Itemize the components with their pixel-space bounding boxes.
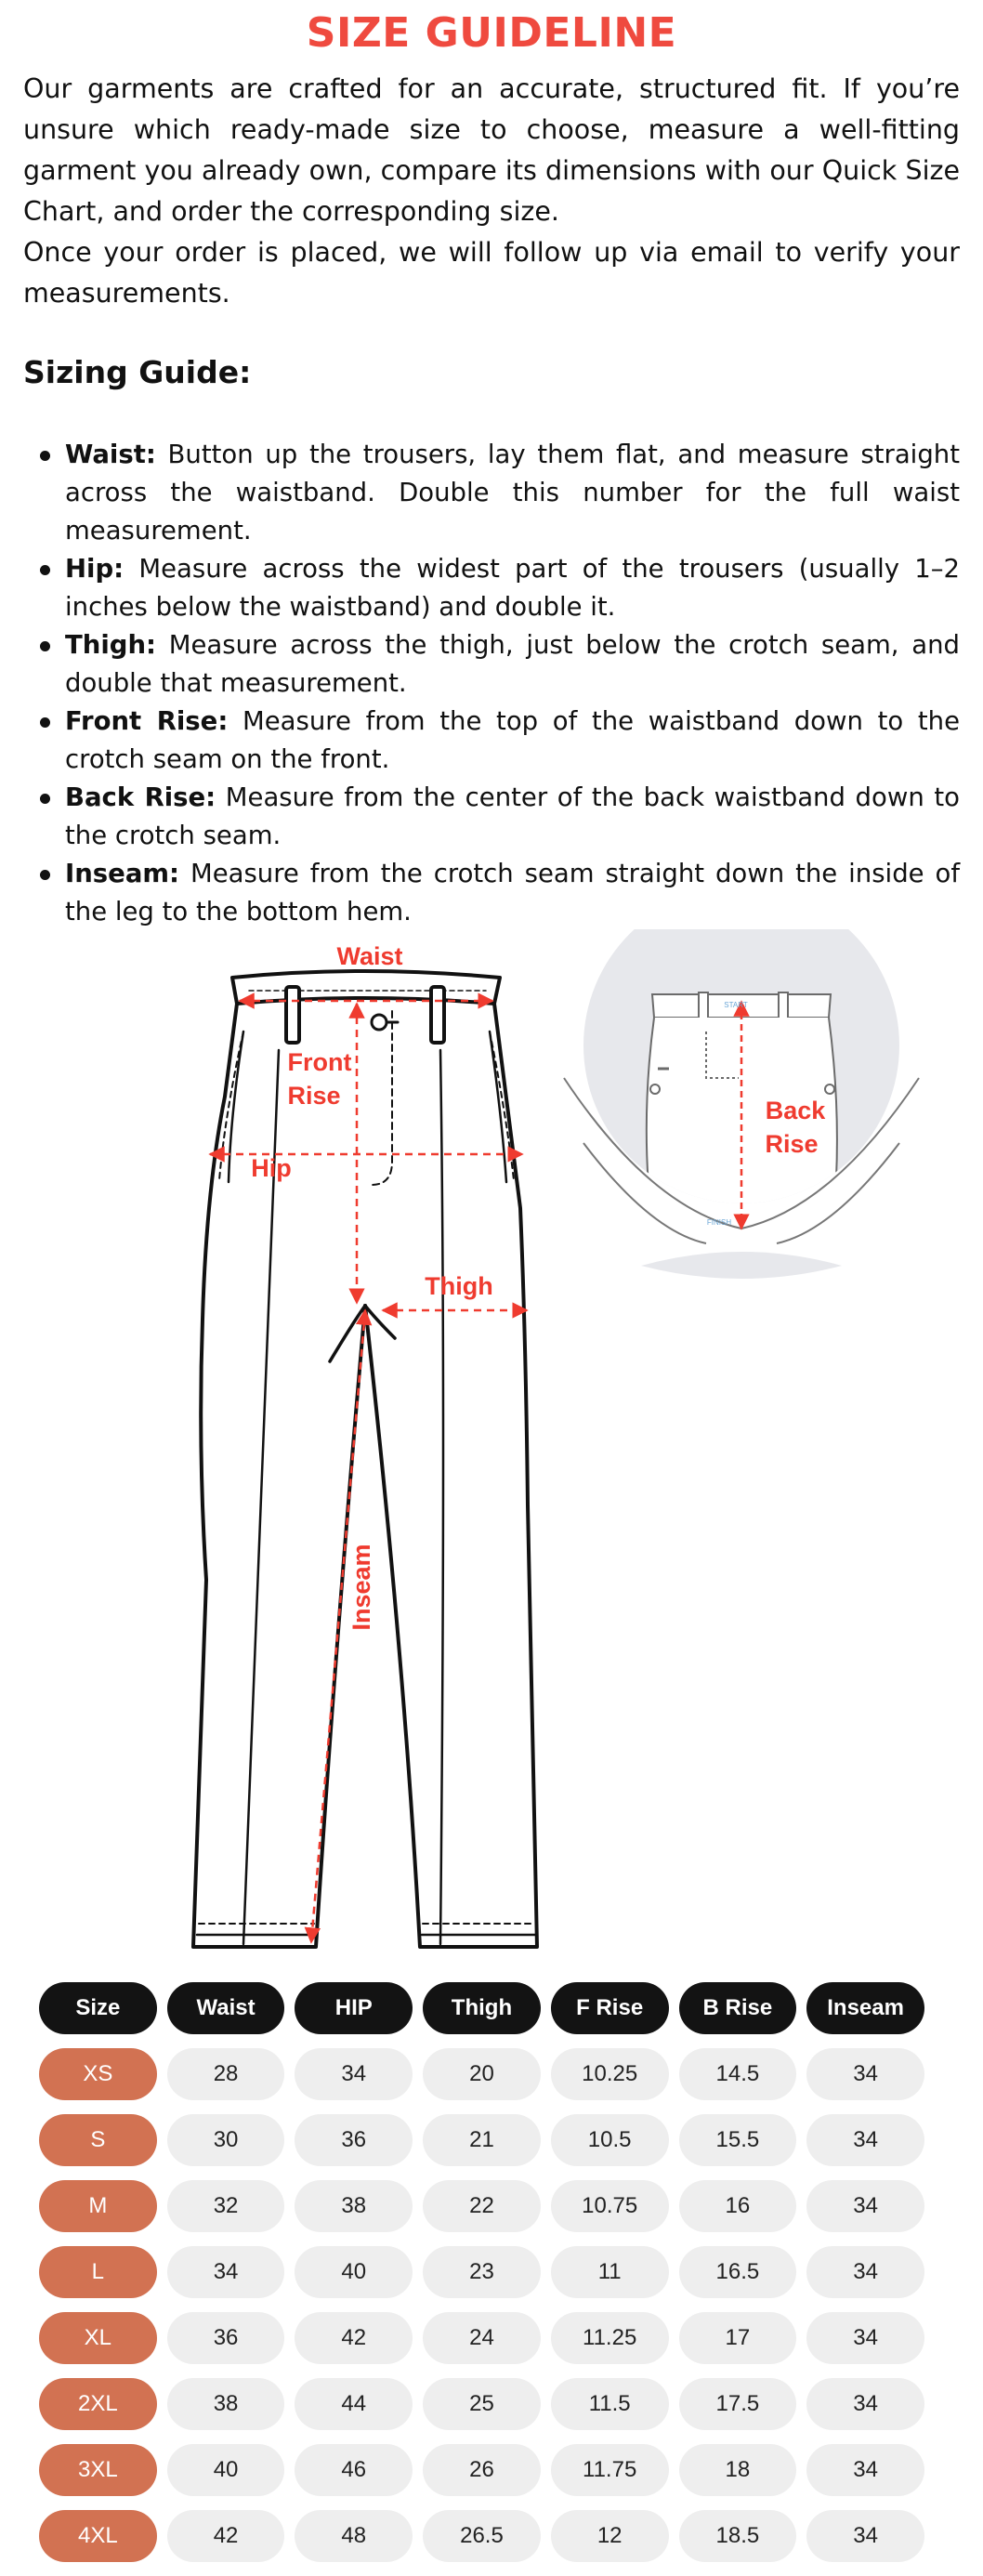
column-header: F Rise — [551, 1982, 669, 2034]
value-cell: 23 — [423, 2246, 541, 2298]
table-row — [39, 2312, 924, 2364]
table-row — [39, 2114, 924, 2166]
guide-text: Measure across the widest part of the trousers (usually 1–2 inches below the waistband) and double it. — [65, 554, 960, 622]
value-cell: 42 — [295, 2312, 413, 2364]
back-rise-label-line2: Rise — [765, 1130, 819, 1158]
value-cell: 38 — [295, 2180, 413, 2232]
start-label: START — [724, 1001, 748, 1009]
finish-label: FINISH — [706, 1218, 732, 1227]
size-cell: L — [39, 2246, 157, 2298]
value-cell: 34 — [295, 2048, 413, 2100]
guide-term: Thigh: — [65, 630, 157, 660]
value-cell: 28 — [167, 2048, 285, 2100]
value-cell: 16.5 — [679, 2246, 797, 2298]
value-cell: 12 — [551, 2510, 669, 2562]
guide-item-front-rise — [23, 703, 960, 779]
value-cell: 11.75 — [551, 2444, 669, 2496]
value-cell: 38 — [167, 2378, 285, 2430]
column-header: Waist — [167, 1982, 285, 2034]
measurement-diagram — [0, 929, 983, 1952]
guide-item-back-rise — [23, 779, 960, 855]
value-cell: 15.5 — [679, 2114, 797, 2166]
value-cell: 46 — [295, 2444, 413, 2496]
guide-item-inseam — [23, 855, 960, 931]
guide-term: Waist: — [65, 440, 156, 469]
value-cell: 10.5 — [551, 2114, 669, 2166]
value-cell: 21 — [423, 2114, 541, 2166]
value-cell: 40 — [167, 2444, 285, 2496]
guide-text: Measure from the top of the waistband down to the crotch seam on the front. — [65, 706, 961, 774]
value-cell: 34 — [806, 2246, 924, 2298]
back-rise-label-line1: Back — [765, 1097, 826, 1124]
guide-item-hip — [23, 550, 960, 626]
column-header: B Rise — [679, 1982, 797, 2034]
value-cell: 11 — [551, 2246, 669, 2298]
hip-label: Hip — [251, 1154, 292, 1182]
value-cell: 34 — [806, 2312, 924, 2364]
value-cell: 17 — [679, 2312, 797, 2364]
table-row — [39, 2510, 924, 2562]
front-rise-label-line2: Rise — [287, 1082, 341, 1110]
guide-term: Back Rise: — [65, 782, 216, 812]
value-cell: 14.5 — [679, 2048, 797, 2100]
measurement-lines — [210, 1001, 527, 1942]
value-cell: 48 — [295, 2510, 413, 2562]
value-cell: 16 — [679, 2180, 797, 2232]
value-cell: 36 — [295, 2114, 413, 2166]
value-cell: 34 — [806, 2180, 924, 2232]
guide-text: Measure from the crotch seam straight down the inside of the leg to the bottom hem. — [65, 859, 960, 927]
inseam-label: Inseam — [347, 1544, 375, 1631]
value-cell: 10.25 — [551, 2048, 669, 2100]
table-header-row — [39, 1982, 924, 2034]
value-cell: 34 — [806, 2510, 924, 2562]
back-rise-inset — [564, 929, 919, 1279]
guide-term: Front Rise: — [65, 706, 229, 736]
sizing-guide-list — [23, 436, 960, 931]
value-cell: 18.5 — [679, 2510, 797, 2562]
value-cell: 34 — [806, 2048, 924, 2100]
value-cell: 24 — [423, 2312, 541, 2364]
value-cell: 17.5 — [679, 2378, 797, 2430]
value-cell: 34 — [806, 2378, 924, 2430]
table-row — [39, 2180, 924, 2232]
guide-text: Measure across the thigh, just below the crotch seam, and double that measurement. — [65, 630, 960, 698]
waist-label: Waist — [336, 942, 403, 970]
value-cell: 11.5 — [551, 2378, 669, 2430]
intro-paragraph-1: Our garments are crafted for an accurate, structured fit. If you’re unsure which ready-made size to choose, measure a well-fitting garment you already own, compare its dimensions with our Quick Size Chart, and order the corresponding size. — [23, 73, 960, 227]
column-header: Thigh — [423, 1982, 541, 2034]
table-row — [39, 2048, 924, 2100]
size-cell: S — [39, 2114, 157, 2166]
value-cell: 18 — [679, 2444, 797, 2496]
guide-text: Button up the trousers, lay them flat, and measure straight across the waistband. Double this number for the full waist measurement. — [65, 440, 960, 545]
value-cell: 25 — [423, 2378, 541, 2430]
value-cell: 34 — [806, 2444, 924, 2496]
table-row — [39, 2246, 924, 2298]
table-row — [39, 2444, 924, 2496]
value-cell: 22 — [423, 2180, 541, 2232]
guide-item-thigh — [23, 626, 960, 703]
guide-item-waist — [23, 436, 960, 550]
value-cell: 11.25 — [551, 2312, 669, 2364]
column-header: Size — [39, 1982, 157, 2034]
value-cell: 32 — [167, 2180, 285, 2232]
size-chart-table — [29, 1968, 935, 2576]
column-header: Inseam — [806, 1982, 924, 2034]
front-rise-label-line1: Front — [287, 1048, 352, 1076]
value-cell: 26.5 — [423, 2510, 541, 2562]
size-cell: XS — [39, 2048, 157, 2100]
size-cell: M — [39, 2180, 157, 2232]
value-cell: 44 — [295, 2378, 413, 2430]
trousers-illustration — [0, 929, 983, 1952]
size-cell: 4XL — [39, 2510, 157, 2562]
intro-text — [23, 69, 960, 314]
value-cell: 42 — [167, 2510, 285, 2562]
value-cell: 34 — [167, 2246, 285, 2298]
size-chart-body — [39, 2048, 924, 2562]
intro-paragraph-2: Once your order is placed, we will follow up via email to verify your measurements. — [23, 237, 960, 309]
guide-term: Hip: — [65, 554, 125, 584]
size-cell: 3XL — [39, 2444, 157, 2496]
value-cell: 30 — [167, 2114, 285, 2166]
size-cell: 2XL — [39, 2378, 157, 2430]
sizing-guide-heading: Sizing Guide: — [23, 354, 252, 390]
guide-term: Inseam: — [65, 859, 180, 888]
guide-text: Measure from the center of the back waistband down to the crotch seam. — [65, 782, 960, 850]
size-cell: XL — [39, 2312, 157, 2364]
value-cell: 36 — [167, 2312, 285, 2364]
value-cell: 20 — [423, 2048, 541, 2100]
column-header: HIP — [295, 1982, 413, 2034]
value-cell: 10.75 — [551, 2180, 669, 2232]
table-row — [39, 2378, 924, 2430]
thigh-label: Thigh — [425, 1272, 493, 1300]
value-cell: 34 — [806, 2114, 924, 2166]
value-cell: 26 — [423, 2444, 541, 2496]
value-cell: 40 — [295, 2246, 413, 2298]
page-title: SIZE GUIDELINE — [306, 9, 677, 57]
front-trousers-drawing — [193, 971, 537, 1947]
